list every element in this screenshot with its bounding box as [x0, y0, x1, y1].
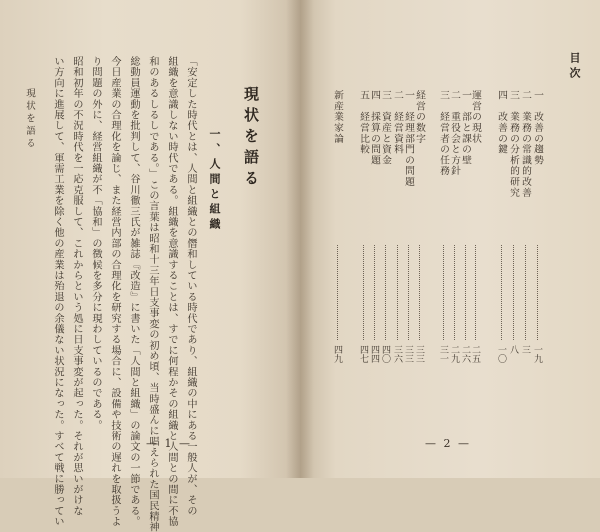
toc-entry-page: 四四: [369, 345, 379, 363]
toc-leader: [475, 245, 476, 340]
toc-leader: [374, 245, 375, 340]
toc-leader: [397, 245, 398, 340]
toc-heading: 目次: [568, 52, 581, 82]
toc-entry-page: 四九: [332, 345, 342, 363]
toc-leader: [419, 245, 420, 340]
toc-leader: [337, 245, 338, 340]
right-page: [300, 0, 600, 478]
toc-leader: [385, 245, 386, 340]
body-line: 組織を意識しない時代である。組織を意識することは、すでに何程かその組織と人間との間に不協: [166, 56, 177, 527]
toc-entry-label: 二 重役会と方針: [449, 90, 460, 177]
body-line: り問題の外に、経営組織が不「協和」の徴候を多分に現わしているのである。: [90, 56, 101, 431]
toc-entry-label: 二 経営資料: [392, 90, 403, 155]
body-line: 「安定した時代とは、人間と組織との僭和している時代であり、組織の中にある一般人が、その: [185, 56, 196, 517]
toc-entry-page: 四〇: [380, 345, 390, 363]
toc-leader: [513, 245, 514, 340]
toc-entry-page: 一九: [532, 345, 542, 363]
toc-entry-label: 四 採算の問題: [369, 90, 380, 166]
toc-entry-label: 運営の現状: [470, 90, 481, 144]
toc-entry-page: 八: [508, 345, 518, 354]
toc-entry-page: 三六: [392, 345, 402, 363]
toc-leader: [443, 245, 444, 340]
body-line: 昭和初年の不況時代を一応克服して、これからという処に日支事変が起った。それが思いがけな: [71, 56, 82, 517]
toc-entry-page: 二九: [449, 345, 459, 363]
toc-entry-label: 一 部と課の壁: [460, 90, 471, 166]
body-line: 総動員運動を批判して、谷川徹三氏が雑誌『改造』に書いた「人間と組織」の論文の一節である。: [128, 56, 139, 527]
toc-entry-label: 四 改善の鍵: [496, 90, 507, 155]
toc-leader: [537, 245, 538, 340]
book-gutter: [286, 0, 314, 478]
toc-entry-label: 三 業務の分析的研究: [508, 90, 519, 198]
toc-entry-label: 三 資産と資金: [380, 90, 391, 166]
toc-entry-label: 経営の数字: [414, 90, 425, 144]
section-title: 一、人間と組織: [208, 128, 221, 233]
toc-leader: [501, 245, 502, 340]
toc-entry-page: 四七: [358, 345, 368, 363]
chapter-title: 現状を語る: [242, 86, 260, 191]
toc-leader: [408, 245, 409, 340]
toc-entry-page: 三三: [403, 345, 413, 363]
toc-leader: [525, 245, 526, 340]
toc-entry-page: 三: [520, 345, 530, 354]
body-line: 和のあるしるしである。」この言葉は昭和十三年日支事変の初め頃、当時盛んに唱えられた国民精神: [147, 56, 158, 532]
toc-leader: [465, 245, 466, 340]
toc-leader: [363, 245, 364, 340]
toc-entry-page: 一〇: [496, 345, 506, 363]
page-number-right: — 2 —: [425, 437, 471, 450]
page-number-left: — 1 —: [146, 437, 192, 450]
toc-entry-page: 三一: [438, 345, 448, 363]
toc-entry-label: 一 経理部門の問題: [403, 90, 414, 188]
toc-entry-label: 五 経営比較: [358, 90, 369, 155]
toc-entry-page: 二六: [460, 345, 470, 363]
toc-entry-label: 二 業務の常識的改善: [520, 90, 531, 198]
body-line: 今日産業の合理化を論じ、また経営内部の合理化を研究する場合に、設備や技術の遅れを取扱うよ: [109, 56, 120, 527]
toc-entry-label: 三 経営者の任務: [438, 90, 449, 177]
body-line: い方向に進展して、軍需工業を除く他の産業は殆退の余儀ない状況になった。すべて戦に勝ってい: [52, 56, 63, 527]
running-head: 現状を語る: [24, 88, 35, 151]
toc-entry-page: 三三: [414, 345, 424, 363]
toc-entry-label: 新産業家論: [332, 90, 343, 144]
toc-entry-label: 一 改善の趨勢: [532, 90, 543, 166]
toc-leader: [454, 245, 455, 340]
toc-entry-page: 二五: [470, 345, 480, 363]
